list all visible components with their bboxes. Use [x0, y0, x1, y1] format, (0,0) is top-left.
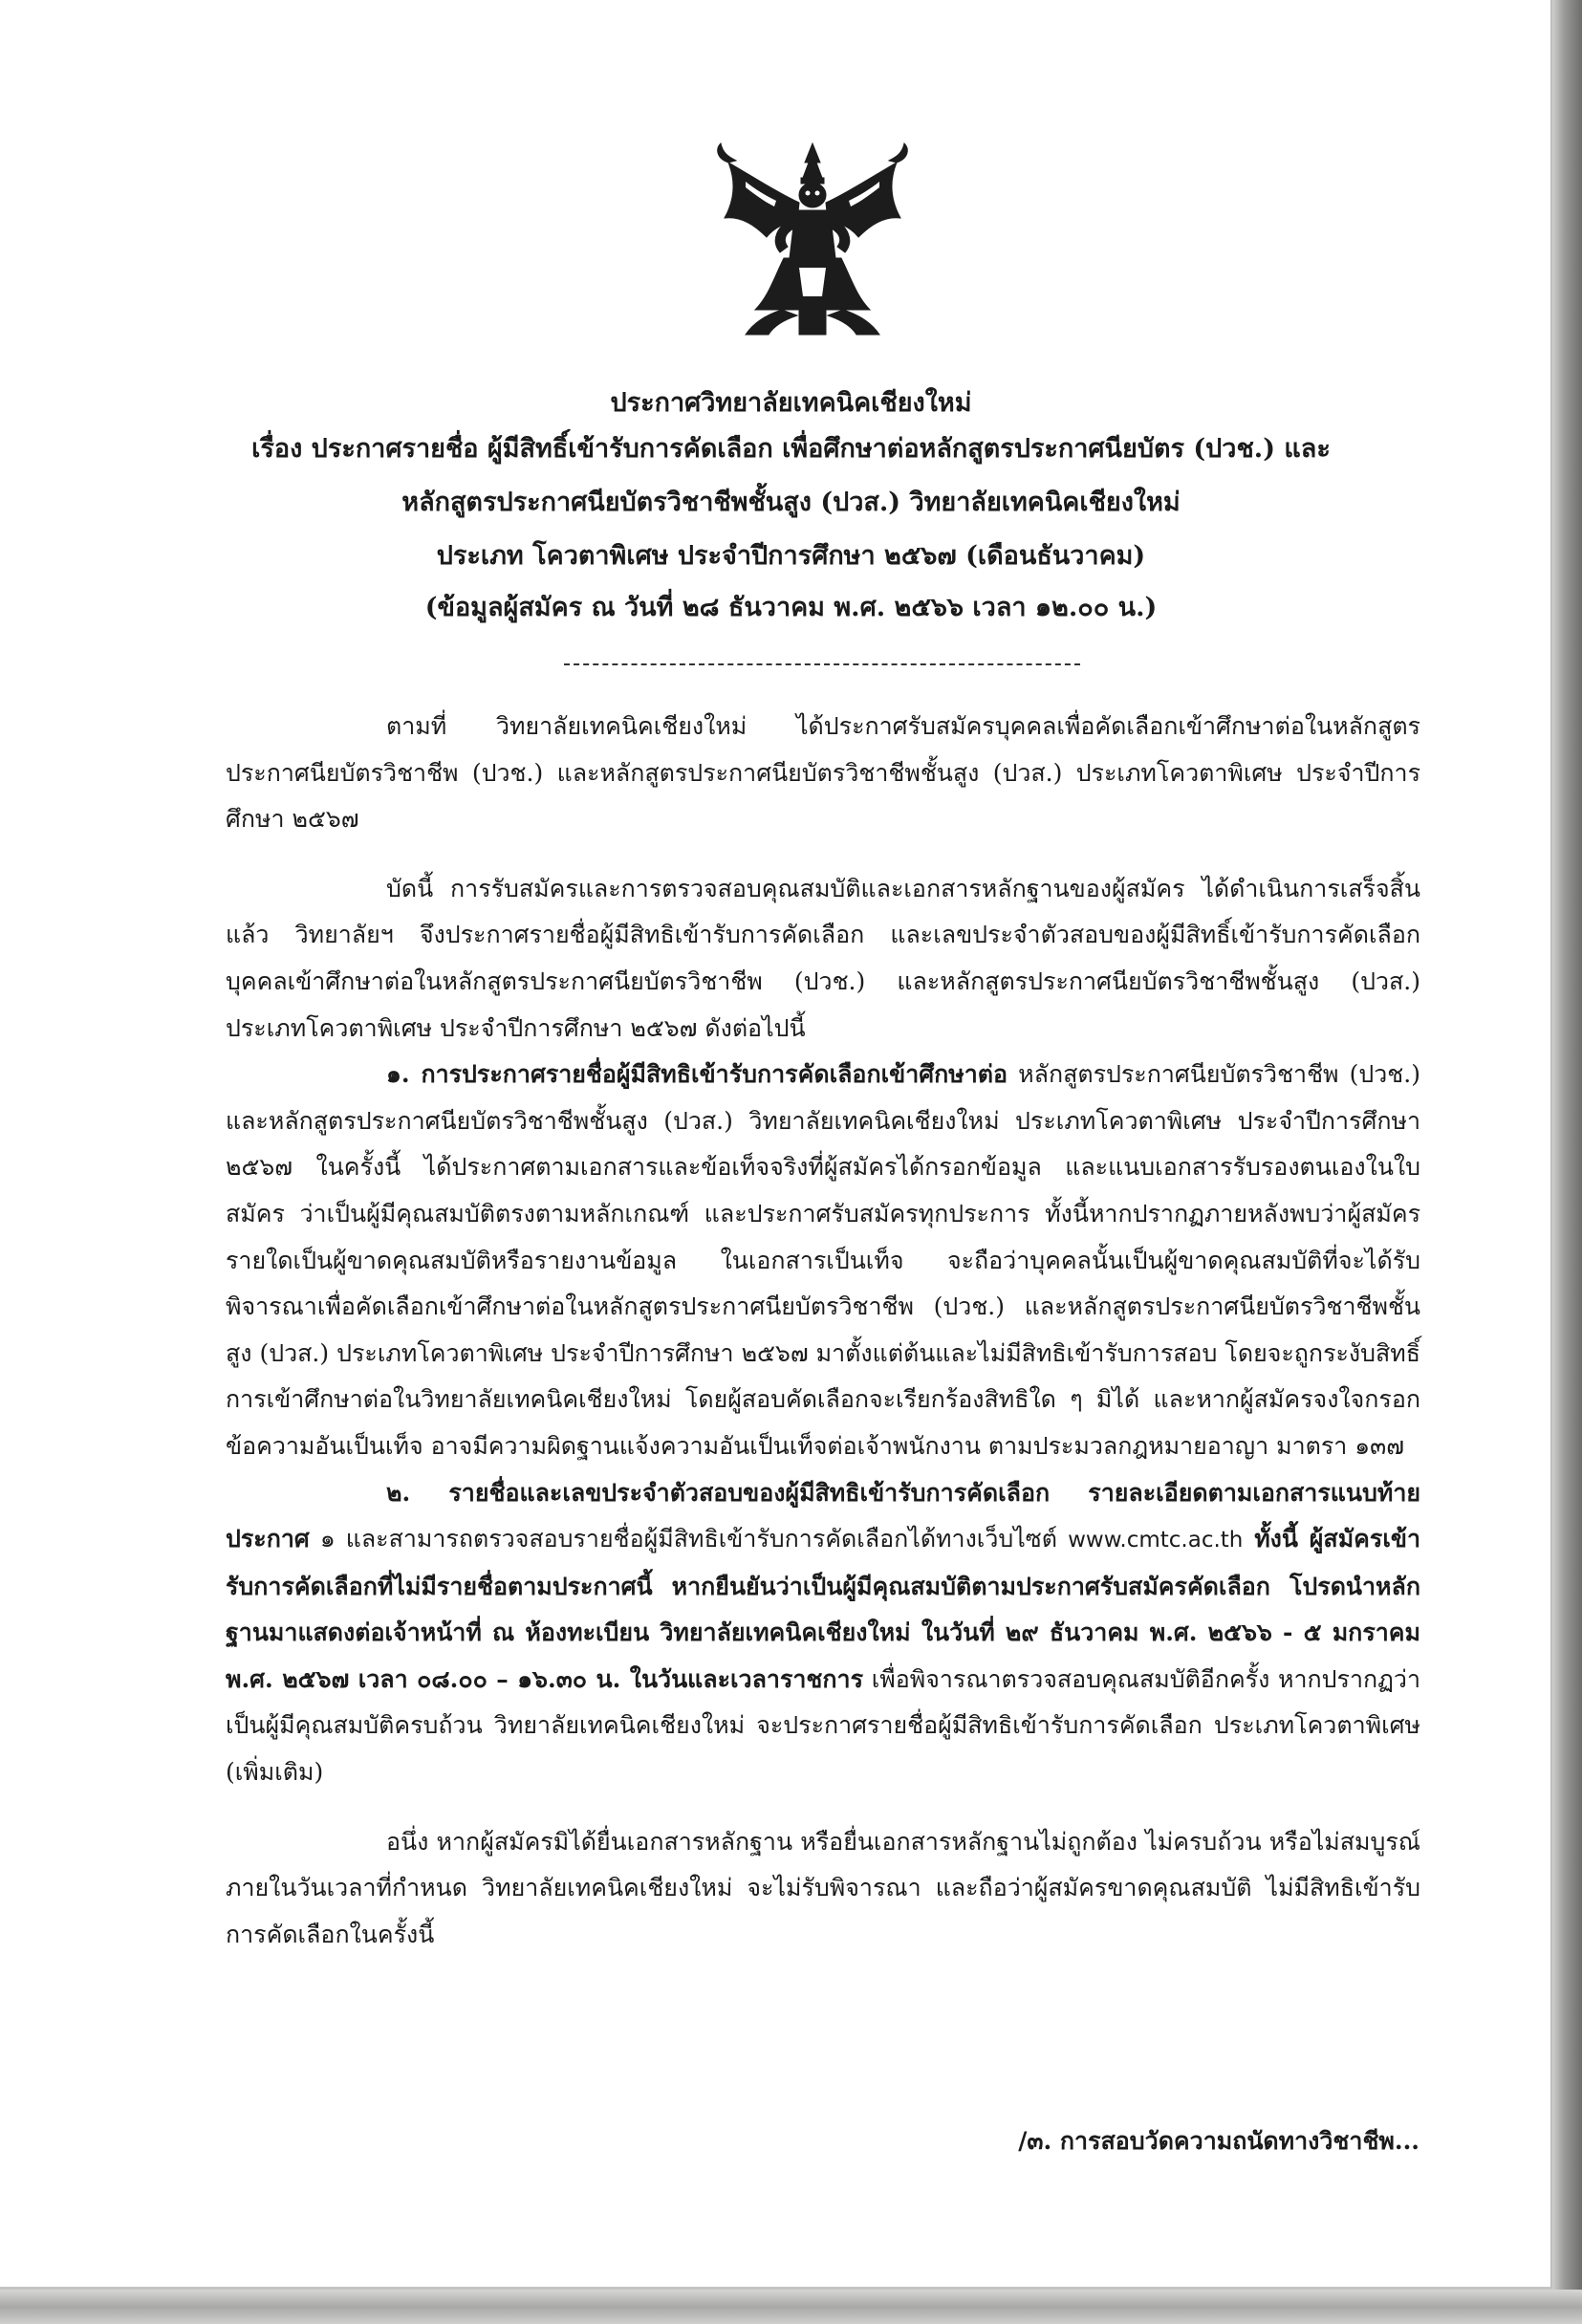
- paragraph-section-1: [226, 1052, 1420, 1469]
- section-1-heading: ๑. การประกาศรายชื่อผู้มีสิทธิเข้ารับการคัดเลือกเข้าศึกษาต่อ: [386, 1060, 1008, 1089]
- announcement-subject-line-4: (ข้อมูลผู้สมัคร ณ วันที่ ๒๘ ธันวาคม พ.ศ. ๒๕๖๖ เวลา ๑๒.๐๐ น.): [424, 593, 1158, 622]
- announcement-institution: ประกาศวิทยาลัยเทคนิคเชียงใหม่: [610, 388, 972, 418]
- section-2-bold-notice: ทั้งนี้ ผู้สมัครเข้ารับการคัดเลือกที่ไม่มีรายชื่อตามประกาศนี้ หากยืนยันว่าเป็นผู้มีคุณสมบัติตามประกาศรับสมัครคัดเลือก โปรดนำหลักฐานมาแสดงต่อเจ้าหน้าที่ ณ ห้องทะเบียน วิทยาลัยเทคนิคเชียงใหม่ ในวันที่ ๒๙ ธันวาคม พ.ศ. ๒๕๖๖ - ๕ มกราคม พ.ศ. ๒๕๖๗ เวลา ๐๘.๐๐ – ๑๖.๓๐ น. ในวันและเวลาราชการ: [226, 1525, 1420, 1693]
- section-1-text: หลักสูตรประกาศนียบัตรวิชาชีพ (ปวช.) และหลักสูตรประกาศนียบัตรวิชาชีพชั้นสูง (ปวส.) วิทยาลัยเทคนิคเชียงใหม่ ประเภทโควตาพิเศษ ประจำปีการศึกษา ๒๕๖๗ ในครั้งนี้ ได้ประกาศตามเอกสารและข้อเท็จจริงที่ผู้สมัครได้กรอกข้อมูล และแนบเอกสารรับรองตนเองในใบสมัคร ว่าเป็นผู้มีคุณสมบัติตรงตามหลักเกณฑ์ และประกาศรับสมัครทุกประการ ทั้งนี้หากปรากฏภายหลังพบว่าผู้สมัครรายใดเป็นผู้ขาดคุณสมบัติหรือรายงานข้อมูล ในเอกสารเป็นเท็จ จะถือว่าบุคคลนั้นเป็นผู้ขาดคุณสมบัติที่จะได้รับพิจารณาเพื่อคัดเลือกเข้าศึกษาต่อในหลักสูตรประกาศนียบัตรวิชาชีพ (ปวช.) และหลักสูตรประกาศนียบัตรวิชาชีพชั้นสูง (ปวส.) ประเภทโควตาพิเศษ ประจำปีการศึกษา ๒๕๖๗ มาตั้งแต่ต้นและไม่มีสิทธิเข้ารับการสอบ โดยจะถูกระงับสิทธิ์การเข้าศึกษาต่อในวิทยาลัยเทคนิคเชียงใหม่ โดยผู้สอบคัดเลือกจะเรียกร้องสิทธิใด ๆ มิได้ และหากผู้สมัครจงใจกรอกข้อความอันเป็นเท็จ อาจมีความผิดฐานแจ้งความอันเป็นเท็จต่อเจ้าพนักงาน ตามประมวลกฎหมายอาญา มาตรา ๑๓๗: [226, 1060, 1420, 1460]
- announcement-subject-line-1: เรื่อง ประกาศรายชื่อ ผู้มีสิทธิ์เข้ารับการคัดเลือก เพื่อศึกษาต่อหลักสูตรประกาศนียบัตร (ปวช.) และ: [251, 434, 1331, 464]
- paragraph-now: บัดนี้ การรับสมัครและการตรวจสอบคุณสมบัติและเอกสารหลักฐานของผู้สมัคร ได้ดำเนินการเสร็จสิ้นแล้ว วิทยาลัยฯ จึงประกาศรายชื่อผู้มีสิทธิเข้ารับการคัดเลือก และเลขประจำตัวสอบของผู้มีสิทธิ์เข้ารับการคัดเลือกบุคคลเข้าศึกษาต่อในหลักสูตรประกาศนียบัตรวิชาชีพ (ปวช.) และหลักสูตรประกาศนียบัตรวิชาชีพชั้นสูง (ปวส.) ประเภทโควตาพิเศษ ประจำปีการศึกษา ๒๕๖๗ ดังต่อไปนี้: [226, 874, 1420, 1042]
- scan-shadow-bottom: [0, 2290, 1582, 2324]
- scan-shadow-right: [1552, 0, 1582, 2324]
- garuda-emblem-icon: [707, 134, 918, 344]
- announcement-body: [226, 704, 1420, 1958]
- announcement-subject-line-2: หลักสูตรประกาศนียบัตรวิชาชีพชั้นสูง (ปวส.) วิทยาลัยเทคนิคเชียงใหม่: [401, 488, 1181, 517]
- website-link[interactable]: www.cmtc.ac.th: [1068, 1528, 1244, 1553]
- paragraph-additional-note: อนึ่ง หากผู้สมัครมิได้ยื่นเอกสารหลักฐาน หรือยื่นเอกสารหลักฐานไม่ถูกต้อง ไม่ครบถ้วน หรือไม่สมบูรณ์ภายในวันเวลาที่กำหนด วิทยาลัยเทคนิคเชียงใหม่ จะไม่รับพิจารณา และถือว่าผู้สมัครขาดคุณสมบัติ ไม่มีสิทธิเข้ารับการคัดเลือกในครั้งนี้: [226, 1827, 1420, 1948]
- section-2-heading: ๒. รายชื่อและเลขประจำตัวสอบของผู้มีสิทธิเข้ารับการคัดเลือก รายละเอียดตามเอกสารแนบท้ายประกาศ: [226, 1478, 1420, 1553]
- next-page-reference: /๓. การสอบวัดความถนัดทางวิชาชีพ...: [1018, 2127, 1419, 2155]
- section-2-text-a: ๑ และสามารถตรวจสอบรายชื่อผู้มีสิทธิเข้ารับการคัดเลือกได้ทางเว็บไซต์: [309, 1525, 1069, 1553]
- paragraph-section-2: [226, 1470, 1420, 1796]
- paragraph-intro: ตามที่ วิทยาลัยเทคนิคเชียงใหม่ ได้ประกาศรับสมัครบุคคลเพื่อคัดเลือกเข้าศึกษาต่อในหลักสูตรประกาศนียบัตรวิชาชีพ (ปวช.) และหลักสูตรประกาศนียบัตรวิชาชีพชั้นสูง (ปวส.) ประเภทโควตาพิเศษ ประจำปีการศึกษา ๒๕๖๗: [226, 712, 1420, 834]
- section-2-text-b: เพื่อพิจารณาตรวจสอบคุณสมบัติอีกครั้ง หากปรากฏว่าเป็นผู้มีคุณสมบัติครบถ้วน วิทยาลัยเทคนิคเชียงใหม่ จะประกาศรายชื่อผู้มีสิทธิเข้ารับการคัดเลือก ประเภทโควตาพิเศษ (เพิ่มเติม): [226, 1664, 1420, 1787]
- header-divider: [564, 663, 1080, 665]
- announcement-subject-line-3: ประเภท โควตาพิเศษ ประจำปีการศึกษา ๒๕๖๗ (เดือนธันวาคม): [436, 541, 1146, 571]
